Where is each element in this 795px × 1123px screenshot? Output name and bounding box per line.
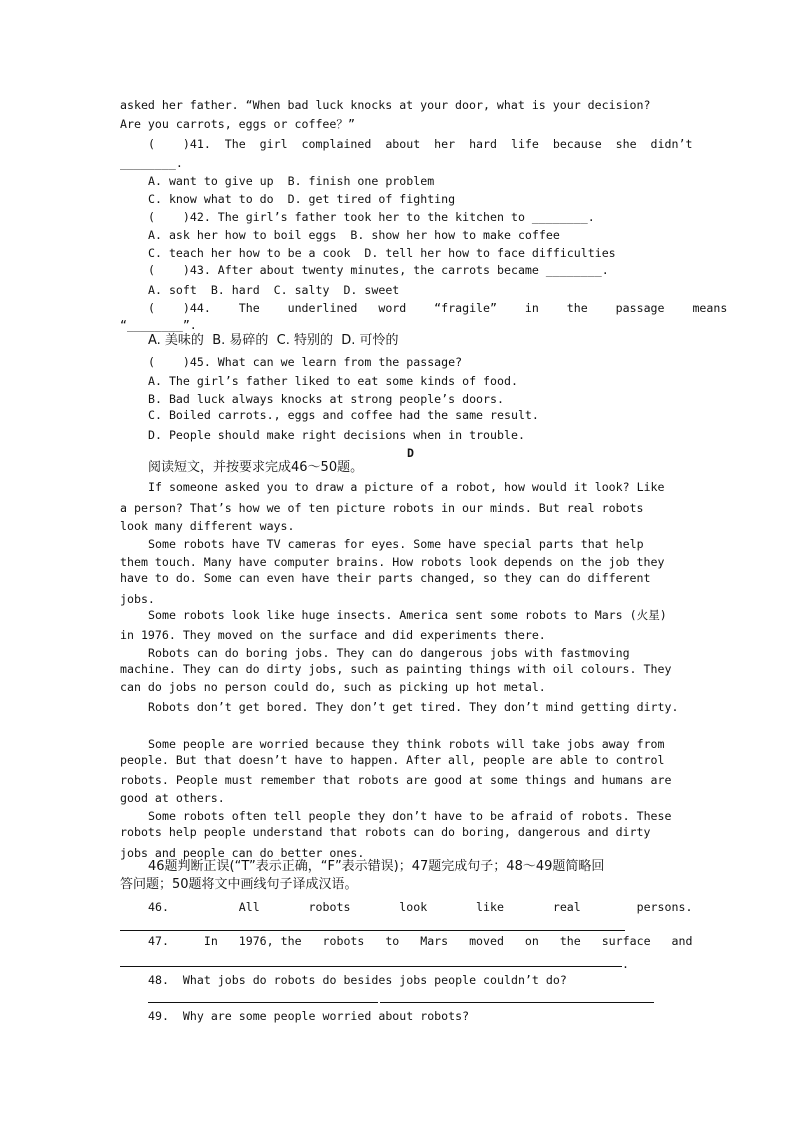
passage-line: Robots can do boring jobs. They can do dangerous jobs with fastmoving [148, 646, 630, 660]
question-42-options: C. teach her how to be a cook D. tell her how to face difficulties [148, 246, 616, 260]
passage-line: If someone asked you to draw a picture of a robot, how would it look? Like [148, 480, 665, 494]
passage-line: good at others. [120, 791, 225, 805]
passage-line: robots help people understand that robots can do boring, dangerous and dirty [120, 825, 651, 839]
intro-line: Are you carrots, eggs or coffee？” [120, 117, 355, 131]
question-42-stem: ( )42. The girl’s father took her to the kitchen to ________. [148, 210, 595, 224]
question-45-option-b: B. Bad luck always knocks at strong people’s doors. [148, 392, 504, 406]
question-42-options: A. ask her how to boil eggs B. show her how to make coffee [148, 228, 560, 242]
passage-line: machine. They can do dirty jobs, such as painting things with oil colours. They [120, 662, 672, 676]
question-45-option-c: C. Boiled carrots., eggs and coffee had the same result. [148, 408, 539, 422]
question-48: 48. What jobs do robots do besides jobs people couldn’t do? [148, 973, 567, 987]
intro-line: asked her father. “When bad luck knocks at your door, what is your decision? [120, 98, 651, 112]
question-47-period: . [622, 957, 629, 971]
passage-line: jobs and people can do better ones. [120, 846, 365, 860]
section-instruction: 阅读短文，并按要求完成46～50题。 [148, 460, 364, 475]
answer-line-46 [120, 930, 625, 931]
answer-line-48a [148, 1002, 378, 1003]
question-49: 49. Why are some people worried about robots? [148, 1009, 470, 1023]
task-instruction: 答问题；50题将文中画线句子译成汉语。 [120, 877, 358, 892]
question-43-options: A. soft B. hard C. salty D. sweet [148, 283, 400, 297]
question-45-stem: ( )45. What can we learn from the passage? [148, 355, 463, 369]
question-41-options: C. know what to do D. get tired of fighting [148, 192, 456, 206]
question-45-option-d: D. People should make right decisions when in trouble. [148, 428, 525, 442]
passage-line: people. But that doesn’t have to happen. After all, people are able to control [120, 753, 665, 767]
task-instruction: 46题判断正误(“T”表示正确，“F”表示错误)；47题完成句子；48～49题简略回 [148, 859, 605, 874]
passage-line: them touch. Many have computer brains. How robots look depends on the job they [120, 555, 665, 569]
question-43-stem: ( )43. After about twenty minutes, the carrots became ________. [148, 263, 609, 277]
question-44-blank: “________”. [120, 318, 197, 332]
passage-line: Some robots look like huge insects. America sent some robots to Mars (火星) [148, 608, 667, 622]
passage-line: have to do. Some can even have their parts changed, so they can do different [120, 571, 651, 585]
answer-line-47 [120, 966, 622, 967]
passage-line: can do jobs no person could do, such as picking up hot metal. [120, 680, 546, 694]
question-41-blank: ________. [120, 156, 183, 170]
passage-line: Robots don’t get bored. They don’t get tired. They don’t mind getting dirty. [148, 700, 679, 714]
passage-line: jobs. [120, 592, 155, 606]
answer-line-48b [380, 1002, 654, 1003]
question-46: 46. All robots look like real persons. [148, 900, 693, 914]
passage-line: Some robots often tell people they don’t have to be afraid of robots. These [148, 809, 672, 823]
passage-line: robots. People must remember that robots are good at some things and humans are [120, 773, 672, 787]
passage-line: a person? That’s how we of ten picture robots in our minds. But real robots [120, 501, 644, 515]
section-heading: D [407, 446, 414, 460]
question-44-stem: ( )44. The underlined word “fragile” in the passage means [148, 301, 728, 315]
passage-line: in 1976. They moved on the surface and did experiments there. [120, 628, 546, 642]
question-41-stem: ( )41. The girl complained about her hard life because she didn’t [148, 137, 693, 151]
passage-line: look many different ways. [120, 519, 295, 533]
question-45-option-a: A. The girl’s father liked to eat some kinds of food. [148, 374, 518, 388]
question-47: 47. In 1976, the robots to Mars moved on the surface and [148, 934, 693, 948]
question-44-options: A. 美味的 B. 易碎的 C. 特别的 D. 可怜的 [148, 333, 399, 348]
passage-line: Some people are worried because they think robots will take jobs away from [148, 737, 665, 751]
question-41-options: A. want to give up B. finish one problem [148, 174, 435, 188]
passage-line: Some robots have TV cameras for eyes. Some have special parts that help [148, 537, 644, 551]
